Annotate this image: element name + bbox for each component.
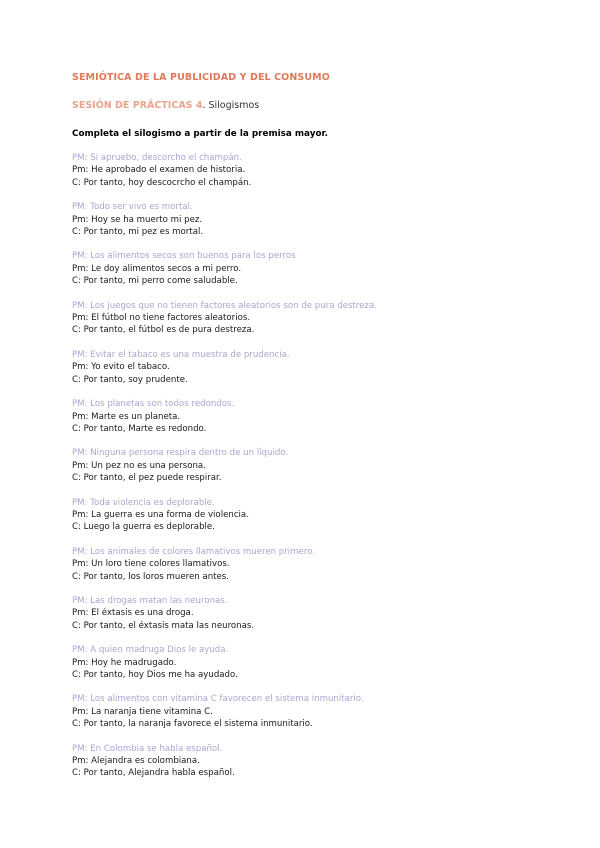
conclusion: C: Por tanto, la naranja favorece el sistema inmunitario. bbox=[72, 719, 313, 730]
minor-premise: Pm: Marte es un planeta. bbox=[72, 411, 181, 422]
minor-premise: Pm: El fútbol no tiene factores aleatorios. bbox=[72, 313, 251, 324]
minor-premise: Pm: Hoy se ha muerto mi pez. bbox=[72, 214, 203, 225]
minor-premise: Pm: La naranja tiene vitamina C. bbox=[72, 706, 213, 717]
major-premise: PM: A quien madruga Dios le ayuda. bbox=[72, 645, 229, 656]
major-premise: PM: Los alimentos secos son buenos para los perros bbox=[72, 251, 296, 262]
document-page bbox=[72, 72, 552, 792]
major-premise: PM: En Colombia se habla español. bbox=[72, 743, 223, 754]
conclusion: C: Por tanto, los loros mueren antes. bbox=[72, 571, 230, 582]
major-premise: PM: Los animales de colores llamativos mueren primero. bbox=[72, 546, 316, 557]
syllogism-3 bbox=[72, 250, 552, 287]
major-premise: PM: Los planetas son todos redondos. bbox=[72, 399, 235, 410]
syllogism-11 bbox=[72, 644, 552, 681]
conclusion: C: Por tanto, el éxtasis mata las neuronas. bbox=[72, 620, 255, 631]
syllogism-list bbox=[72, 152, 552, 780]
minor-premise: Pm: La guerra es una forma de violencia. bbox=[72, 509, 249, 520]
session-heading bbox=[72, 100, 552, 112]
syllogism-9 bbox=[72, 546, 552, 583]
conclusion: C: Por tanto, Marte es redondo. bbox=[72, 423, 207, 434]
major-premise: PM: Las drogas matan las neuronas. bbox=[72, 595, 228, 606]
syllogism-7 bbox=[72, 447, 552, 484]
syllogism-10 bbox=[72, 595, 552, 632]
minor-premise: Pm: He aprobado el examen de historia. bbox=[72, 165, 246, 176]
major-premise: PM: Los juegos que no tienen factores aleatorios son de pura destreza. bbox=[72, 300, 377, 311]
major-premise: PM: Si apruebo, descorcho el champán. bbox=[72, 153, 242, 163]
minor-premise: Pm: Le doy alimentos secos a mi perro. bbox=[72, 263, 242, 274]
major-premise: PM: Evitar el tabaco es una muestra de prudencia. bbox=[72, 349, 290, 360]
conclusion: C: Por tanto, mi perro come saludable. bbox=[72, 276, 238, 287]
major-premise: PM: Ninguna persona respira dentro de un líquido. bbox=[72, 448, 289, 459]
conclusion: C: Luego la guerra es deplorable. bbox=[72, 522, 215, 533]
minor-premise: Pm: Un pez no es una persona. bbox=[72, 460, 206, 471]
minor-premise: Pm: Hoy he madrugado. bbox=[72, 657, 177, 668]
session-label: SESIÓN DE PRÁCTICAS 4 bbox=[72, 100, 203, 111]
conclusion: C: Por tanto, el pez puede respirar. bbox=[72, 473, 222, 484]
conclusion: C: Por tanto, soy prudente. bbox=[72, 374, 188, 385]
minor-premise: Pm: El éxtasis es una droga. bbox=[72, 608, 194, 619]
minor-premise: Pm: Yo evito el tabaco. bbox=[72, 362, 170, 373]
minor-premise: Pm: Un loro tiene colores llamativos. bbox=[72, 559, 230, 570]
syllogism-4 bbox=[72, 300, 552, 337]
conclusion: C: Por tanto, Alejandra habla español. bbox=[72, 768, 235, 779]
conclusion: C: Por tanto, hoy descocrcho el champán. bbox=[72, 177, 252, 188]
instruction-text: Completa el silogismo a partir de la premisa mayor. bbox=[72, 129, 328, 139]
major-premise: PM: Los alimentos con vitamina C favorecen el sistema inmunitario. bbox=[72, 694, 364, 705]
syllogism-2 bbox=[72, 201, 552, 238]
syllogism-12 bbox=[72, 693, 552, 730]
syllogism-1 bbox=[72, 152, 552, 189]
syllogism-8 bbox=[72, 497, 552, 534]
minor-premise: Pm: Alejandra es colombiana. bbox=[72, 756, 200, 767]
session-topic: . Silogismos bbox=[202, 100, 260, 111]
major-premise: PM: Toda violencia es deplorable. bbox=[72, 497, 215, 508]
conclusion: C: Por tanto, mi pez es mortal. bbox=[72, 227, 204, 238]
syllogism-6 bbox=[72, 398, 552, 435]
conclusion: C: Por tanto, el fútbol es de pura destreza. bbox=[72, 325, 255, 336]
syllogism-5 bbox=[72, 349, 552, 386]
document-title: SEMIÓTICA DE LA PUBLICIDAD Y DEL CONSUMO bbox=[72, 72, 330, 83]
syllogism-13 bbox=[72, 743, 552, 780]
major-premise: PM: Todo ser vivo es mortal. bbox=[72, 202, 193, 213]
conclusion: C: Por tanto, hoy Dios me ha ayudado. bbox=[72, 670, 238, 680]
